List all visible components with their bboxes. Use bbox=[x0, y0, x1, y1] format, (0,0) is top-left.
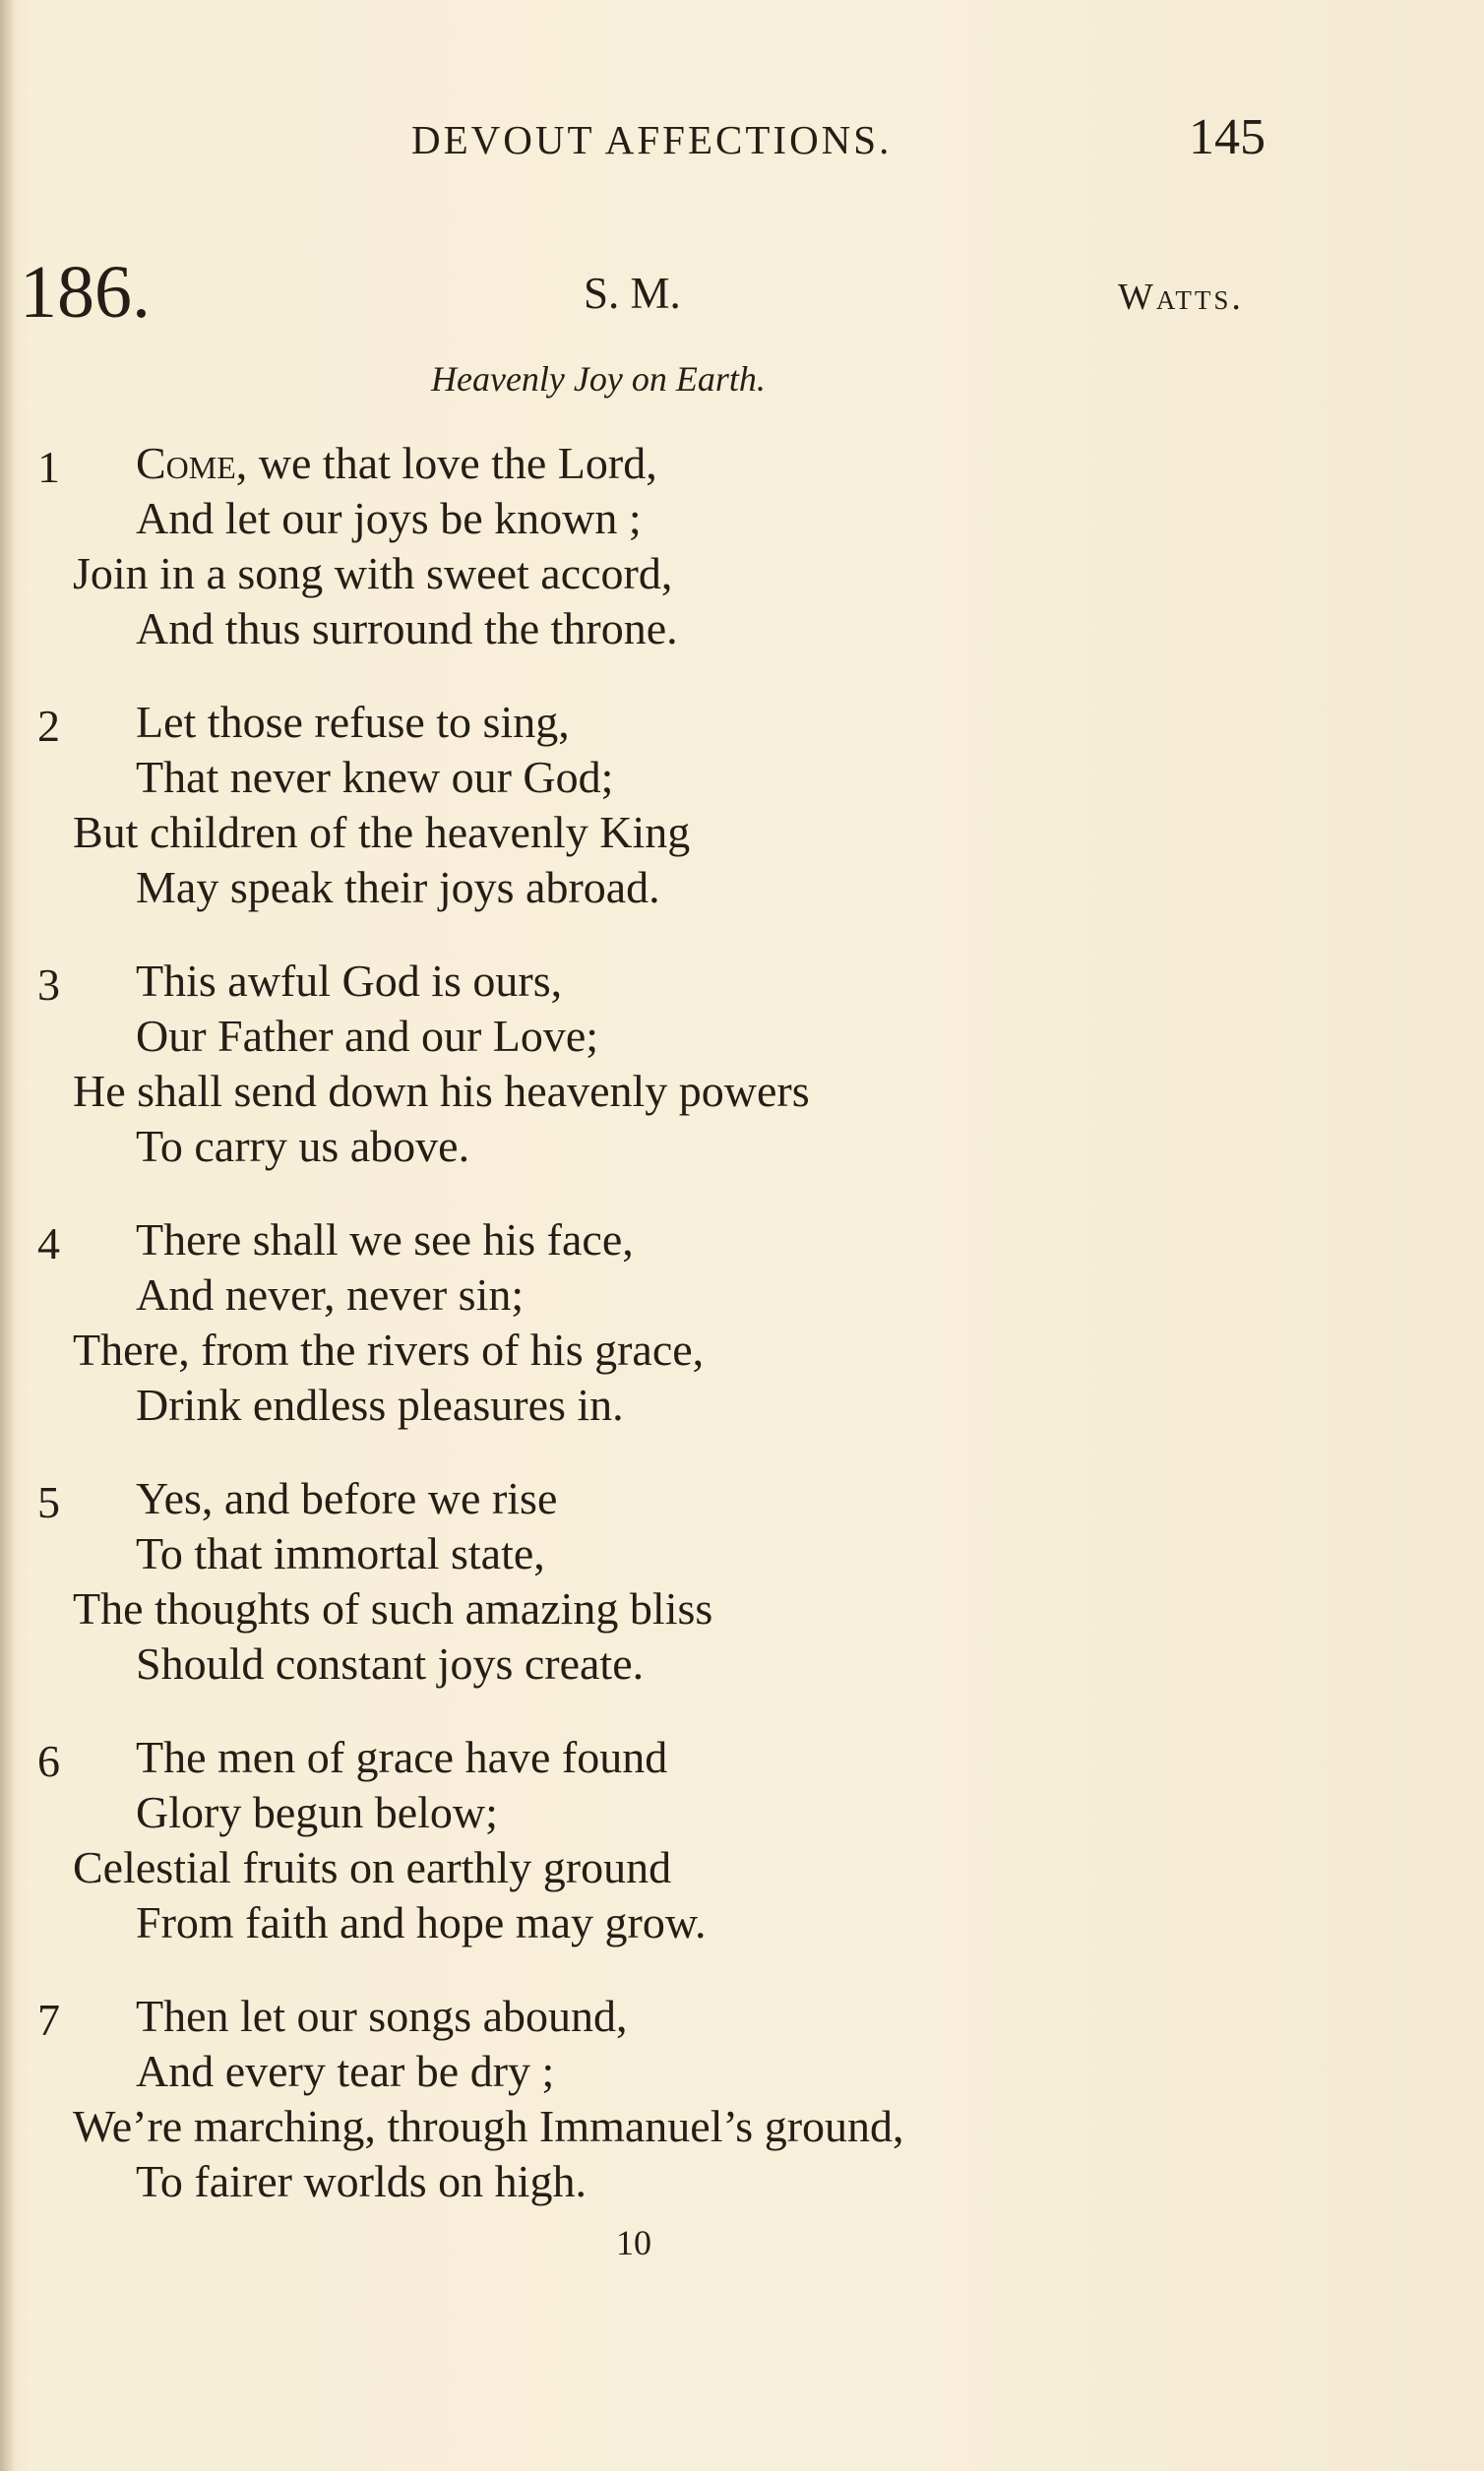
verse-line: The men of grace have found bbox=[136, 1732, 668, 1782]
verse-line: Then let our songs abound, bbox=[136, 1991, 628, 2041]
verse-line: Our Father and our Love; bbox=[136, 1011, 599, 1061]
verse-number: 7 bbox=[37, 1995, 60, 2045]
verse-line: Join in a song with sweet accord, bbox=[73, 548, 673, 598]
verse-line: There, from the rivers of his grace, bbox=[73, 1325, 705, 1375]
verse-line: Should constant joys create. bbox=[136, 1638, 645, 1689]
verse-line: And never, never sin; bbox=[136, 1269, 525, 1320]
hymn-title: Heavenly Joy on Earth. bbox=[431, 359, 766, 399]
verse-line: To carry us above. bbox=[136, 1121, 470, 1171]
verse-line: To that immortal state, bbox=[136, 1528, 545, 1578]
verse-number: 6 bbox=[37, 1736, 60, 1786]
verse-number: 4 bbox=[37, 1218, 60, 1268]
verse-number: 3 bbox=[37, 959, 60, 1010]
verse-line: And every tear be dry ; bbox=[136, 2046, 555, 2096]
verse-line: He shall send down his heavenly powers bbox=[73, 1066, 810, 1116]
verse-line: And let our joys be known ; bbox=[136, 493, 642, 543]
verse-line: The thoughts of such amazing bliss bbox=[73, 1583, 713, 1634]
verse-line: From faith and hope may grow. bbox=[136, 1897, 707, 1947]
hymn-meter: S. M. bbox=[584, 269, 681, 318]
verse-line: To fairer worlds on high. bbox=[136, 2156, 587, 2206]
page-edge-shadow bbox=[0, 0, 16, 2471]
hymn-author: Watts. bbox=[1118, 277, 1244, 318]
verse-line bbox=[136, 438, 657, 488]
verse-line: Celestial fruits on earthly ground bbox=[73, 1842, 672, 1892]
running-head: DEVOUT AFFECTIONS. bbox=[411, 117, 893, 162]
verse-line: We’re marching, through Immanuel’s ground, bbox=[73, 2101, 904, 2151]
verse-line: Yes, and before we rise bbox=[136, 1473, 558, 1523]
verse-line: There shall we see his face, bbox=[136, 1214, 634, 1265]
signature-mark: 10 bbox=[616, 2223, 651, 2262]
verse-line: Let those refuse to sing, bbox=[136, 697, 570, 747]
verse-first-word: Come, bbox=[136, 438, 248, 488]
verse-line: This awful God is ours, bbox=[136, 956, 563, 1006]
verse-line: Drink endless pleasures in. bbox=[136, 1380, 624, 1430]
verse-number: 2 bbox=[37, 701, 60, 751]
verse-number: 5 bbox=[37, 1477, 60, 1527]
verse-line: Glory begun below; bbox=[136, 1787, 498, 1837]
verse-line: That never knew our God; bbox=[136, 752, 614, 802]
verse-line-rest: we that love the Lord, bbox=[247, 438, 657, 488]
verse-line: And thus surround the throne. bbox=[136, 603, 678, 653]
verse-line: May speak their joys abroad. bbox=[136, 862, 660, 912]
hymn-number: 186. bbox=[20, 251, 151, 334]
page-number: 145 bbox=[1189, 109, 1266, 165]
verse-number: 1 bbox=[37, 442, 60, 492]
verse-line: But children of the heavenly King bbox=[73, 807, 691, 857]
